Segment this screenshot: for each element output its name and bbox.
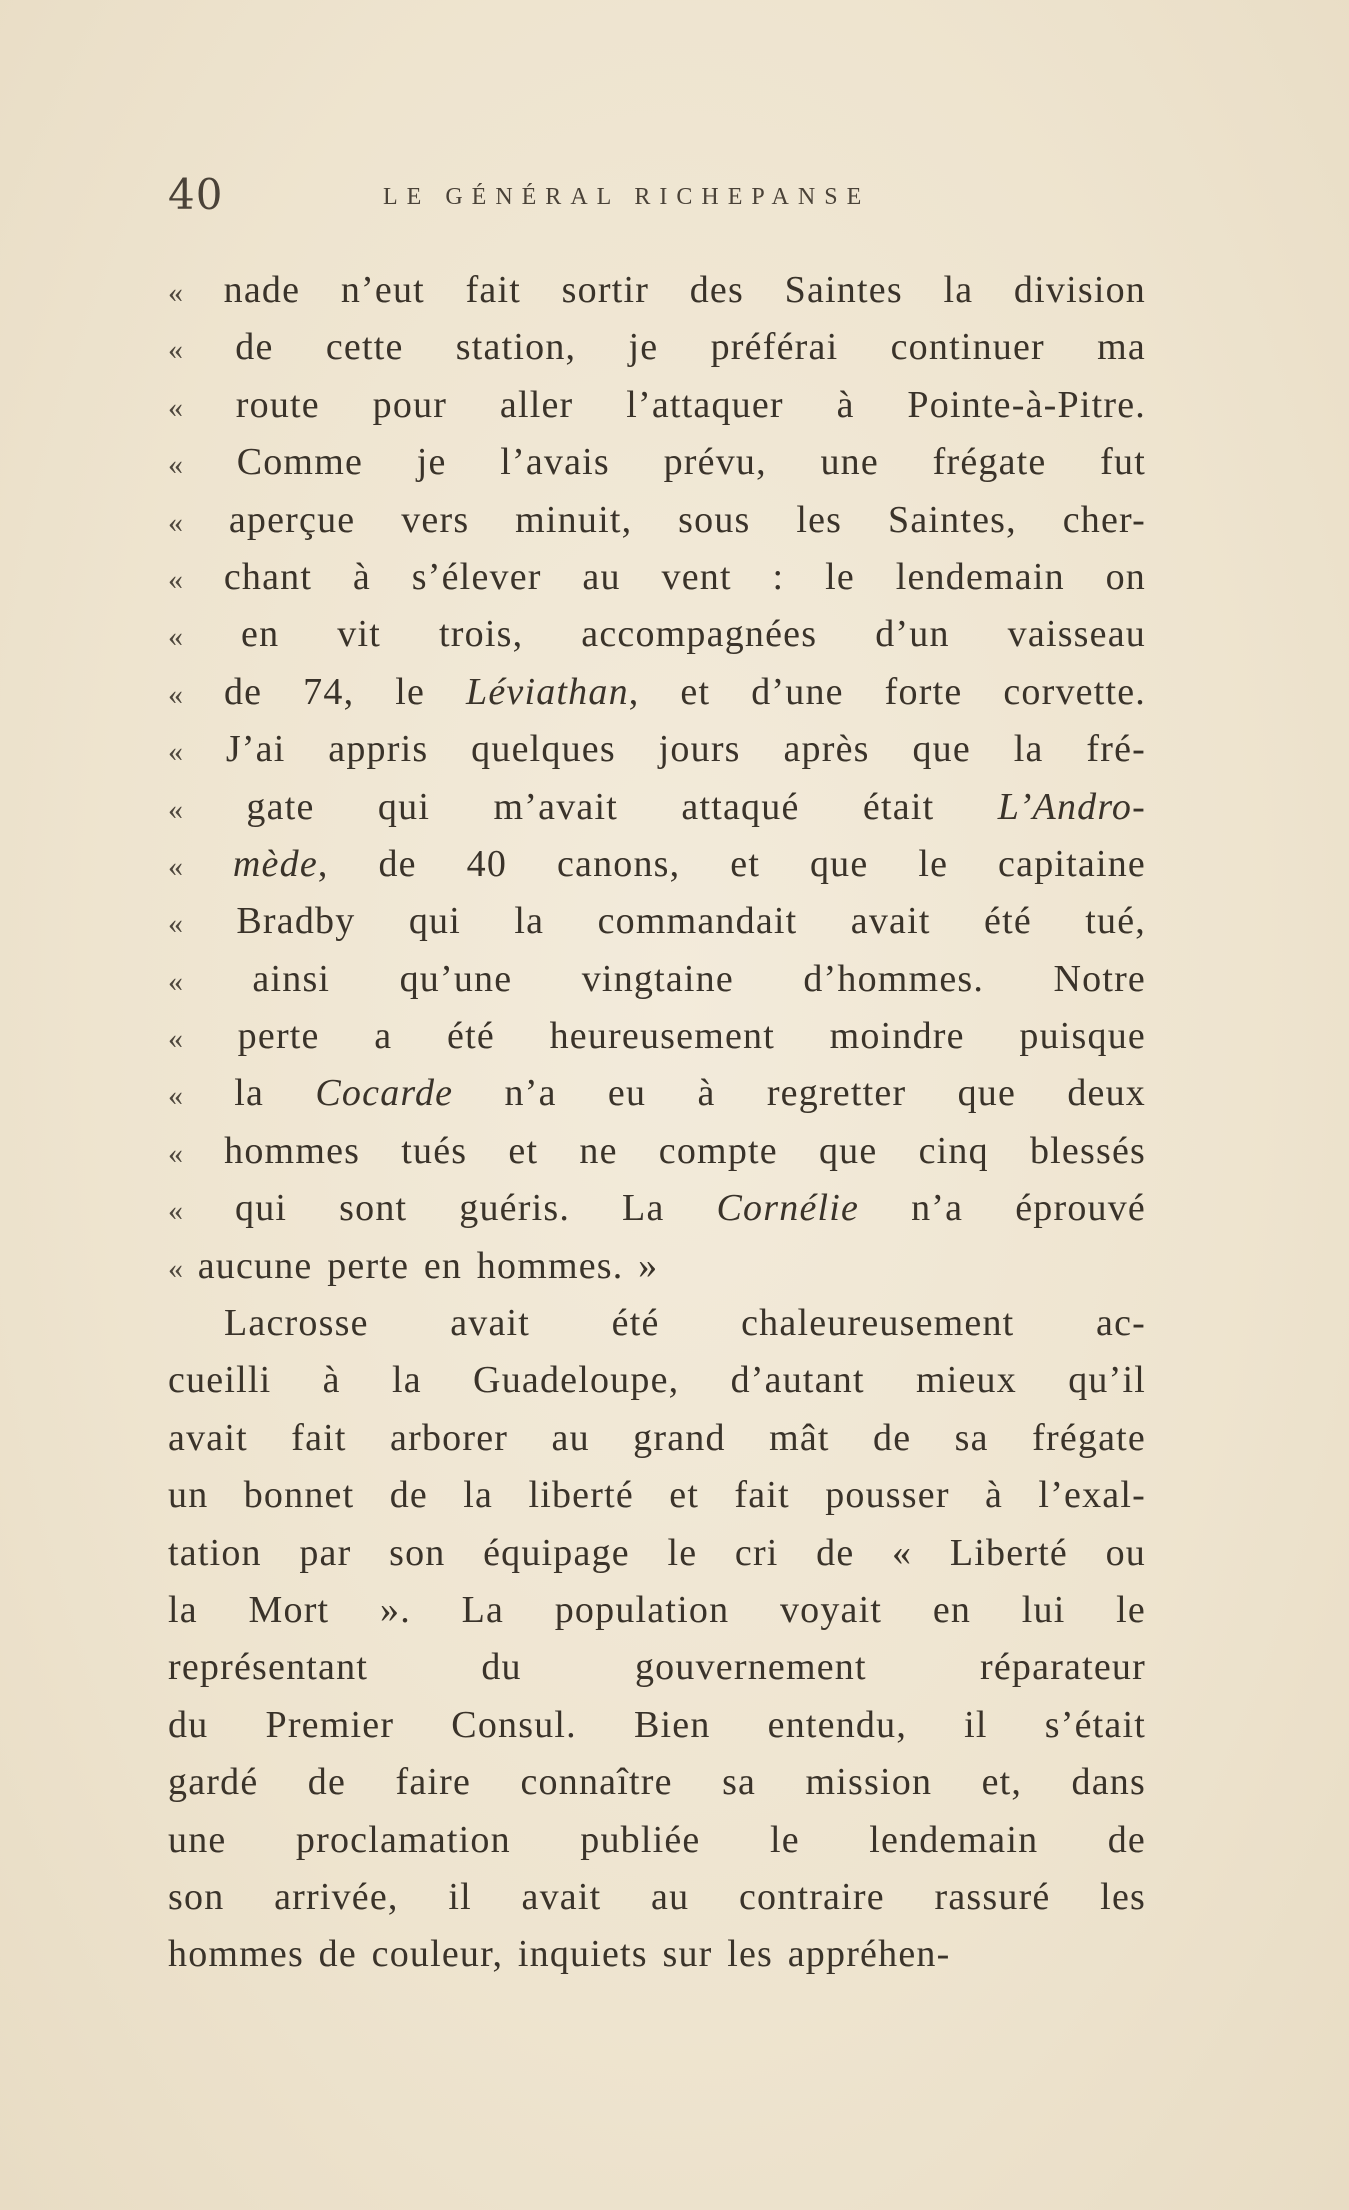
text-line xyxy=(168,1410,1146,1467)
line-text: tation par son équipage le cri de « Liberté ou xyxy=(168,1531,1146,1574)
quote-mark: « xyxy=(168,1022,183,1056)
line-text: nade n’eut fait sortir des Saintes la division xyxy=(223,269,1146,311)
quote-mark: « xyxy=(168,390,183,424)
text-line xyxy=(168,1697,1146,1754)
line-text: en vit trois, accompagnées d’un vaisseau xyxy=(241,613,1146,656)
quote-mark: « xyxy=(168,333,183,367)
line-text: Lacrosse avait été chaleureusement ac- xyxy=(224,1302,1146,1345)
line-text: ainsi qu’une vingtaine d’hommes. Notre xyxy=(252,957,1146,1000)
line-text: une proclamation publiée le lendemain de xyxy=(168,1818,1146,1861)
text-line xyxy=(168,1238,1146,1295)
running-title: LE GÉNÉRAL RICHEPANSE xyxy=(383,184,871,210)
quote-mark: « xyxy=(168,907,183,941)
italic-title: Cocarde xyxy=(315,1072,454,1115)
text-line xyxy=(168,606,1146,663)
line-text: aucune perte en hommes. » xyxy=(197,1244,659,1287)
line-text: cueilli à la Guadeloupe, d’autant mieux qu’il xyxy=(168,1359,1146,1402)
line-text: gate qui m’avait attaqué était xyxy=(246,785,998,828)
text-line xyxy=(168,836,1146,893)
text-line xyxy=(168,434,1146,491)
italic-title: Cornélie xyxy=(716,1187,860,1230)
quote-mark: « xyxy=(168,505,183,539)
line-text: hommes tués et ne compte que cinq blessés xyxy=(224,1129,1146,1172)
page-header xyxy=(168,170,1168,230)
italic-title: L’Andro- xyxy=(997,785,1146,828)
line-text: de cette station, je préférai continuer ma xyxy=(235,326,1146,369)
line-text: chant à s’élever au vent : le lendemain on xyxy=(223,555,1146,598)
text-line xyxy=(168,1295,1146,1352)
line-text: n’a eu à regretter que deux xyxy=(453,1072,1146,1115)
text-line xyxy=(168,721,1146,778)
italic-title: Léviathan xyxy=(465,670,629,713)
quote-mark: « xyxy=(168,1079,183,1113)
text-line xyxy=(168,377,1146,434)
text-line xyxy=(168,319,1146,376)
text-line xyxy=(168,492,1146,549)
text-line xyxy=(168,893,1146,950)
quote-mark: « xyxy=(168,735,183,769)
quote-mark: « xyxy=(168,792,183,826)
line-text: représentant du gouvernement réparateur xyxy=(168,1646,1146,1689)
line-text: Bradby qui la commandait avait été tué, xyxy=(236,900,1146,943)
text-line xyxy=(168,1065,1146,1122)
line-text: J’ai appris quelques jours après que la fré- xyxy=(225,728,1146,771)
line-text: la xyxy=(234,1072,316,1115)
quote-mark: « xyxy=(168,562,183,596)
line-text: du Premier Consul. Bien entendu, il s’était xyxy=(168,1703,1146,1746)
page-number: 40 xyxy=(168,170,224,219)
line-text: route pour aller l’attaquer à Pointe-à-Pitre. xyxy=(235,383,1146,426)
line-text: un bonnet de la liberté et fait pousser à l’exal- xyxy=(168,1474,1146,1517)
quote-mark: « xyxy=(168,964,183,998)
body-text xyxy=(168,262,1146,1984)
line-text: n’a éprouvé xyxy=(859,1187,1146,1230)
text-line xyxy=(168,1352,1146,1409)
text-line xyxy=(168,779,1146,836)
italic-title: mède xyxy=(232,842,318,885)
text-line xyxy=(168,262,1146,319)
text-line xyxy=(168,1754,1146,1811)
text-line xyxy=(168,1582,1146,1639)
text-line xyxy=(168,1639,1146,1696)
line-text: son arrivée, il avait au contraire rassuré les xyxy=(168,1875,1146,1918)
quote-mark: « xyxy=(168,849,183,883)
line-text: , de 40 canons, et que le capitaine xyxy=(317,842,1146,885)
text-line xyxy=(168,1180,1146,1237)
quote-mark: « xyxy=(168,620,183,654)
quote-mark: « xyxy=(168,448,183,482)
text-line xyxy=(168,1467,1146,1524)
line-text: la Mort ». La population voyait en lui le xyxy=(168,1588,1146,1631)
text-line xyxy=(168,1008,1146,1065)
quote-mark: « xyxy=(168,276,183,309)
quote-mark: « xyxy=(168,1251,183,1285)
line-text: aperçue vers minuit, sous les Saintes, cher- xyxy=(228,498,1146,541)
text-line xyxy=(168,1869,1146,1926)
text-line xyxy=(168,549,1146,606)
quote-mark: « xyxy=(168,677,183,711)
line-text: hommes de couleur, inquiets sur les appréhen- xyxy=(168,1933,951,1976)
quote-mark: « xyxy=(168,1194,183,1228)
line-text: perte a été heureusement moindre puisque xyxy=(237,1015,1146,1058)
line-text: , et d’une forte corvette. xyxy=(628,670,1146,713)
quote-mark: « xyxy=(168,1136,183,1170)
text-line xyxy=(168,951,1146,1008)
text-line xyxy=(168,1525,1146,1582)
line-text: de 74, le xyxy=(223,670,466,713)
text-line xyxy=(168,1812,1146,1869)
text-line xyxy=(168,1123,1146,1180)
text-line xyxy=(168,664,1146,721)
line-text: gardé de faire connaître sa mission et, dans xyxy=(168,1761,1146,1804)
line-text: Comme je l’avais prévu, une frégate fut xyxy=(236,441,1146,484)
line-text: qui sont guéris. La xyxy=(235,1187,717,1230)
line-text: avait fait arborer au grand mât de sa frégate xyxy=(168,1416,1146,1459)
text-line xyxy=(168,1926,1146,1983)
